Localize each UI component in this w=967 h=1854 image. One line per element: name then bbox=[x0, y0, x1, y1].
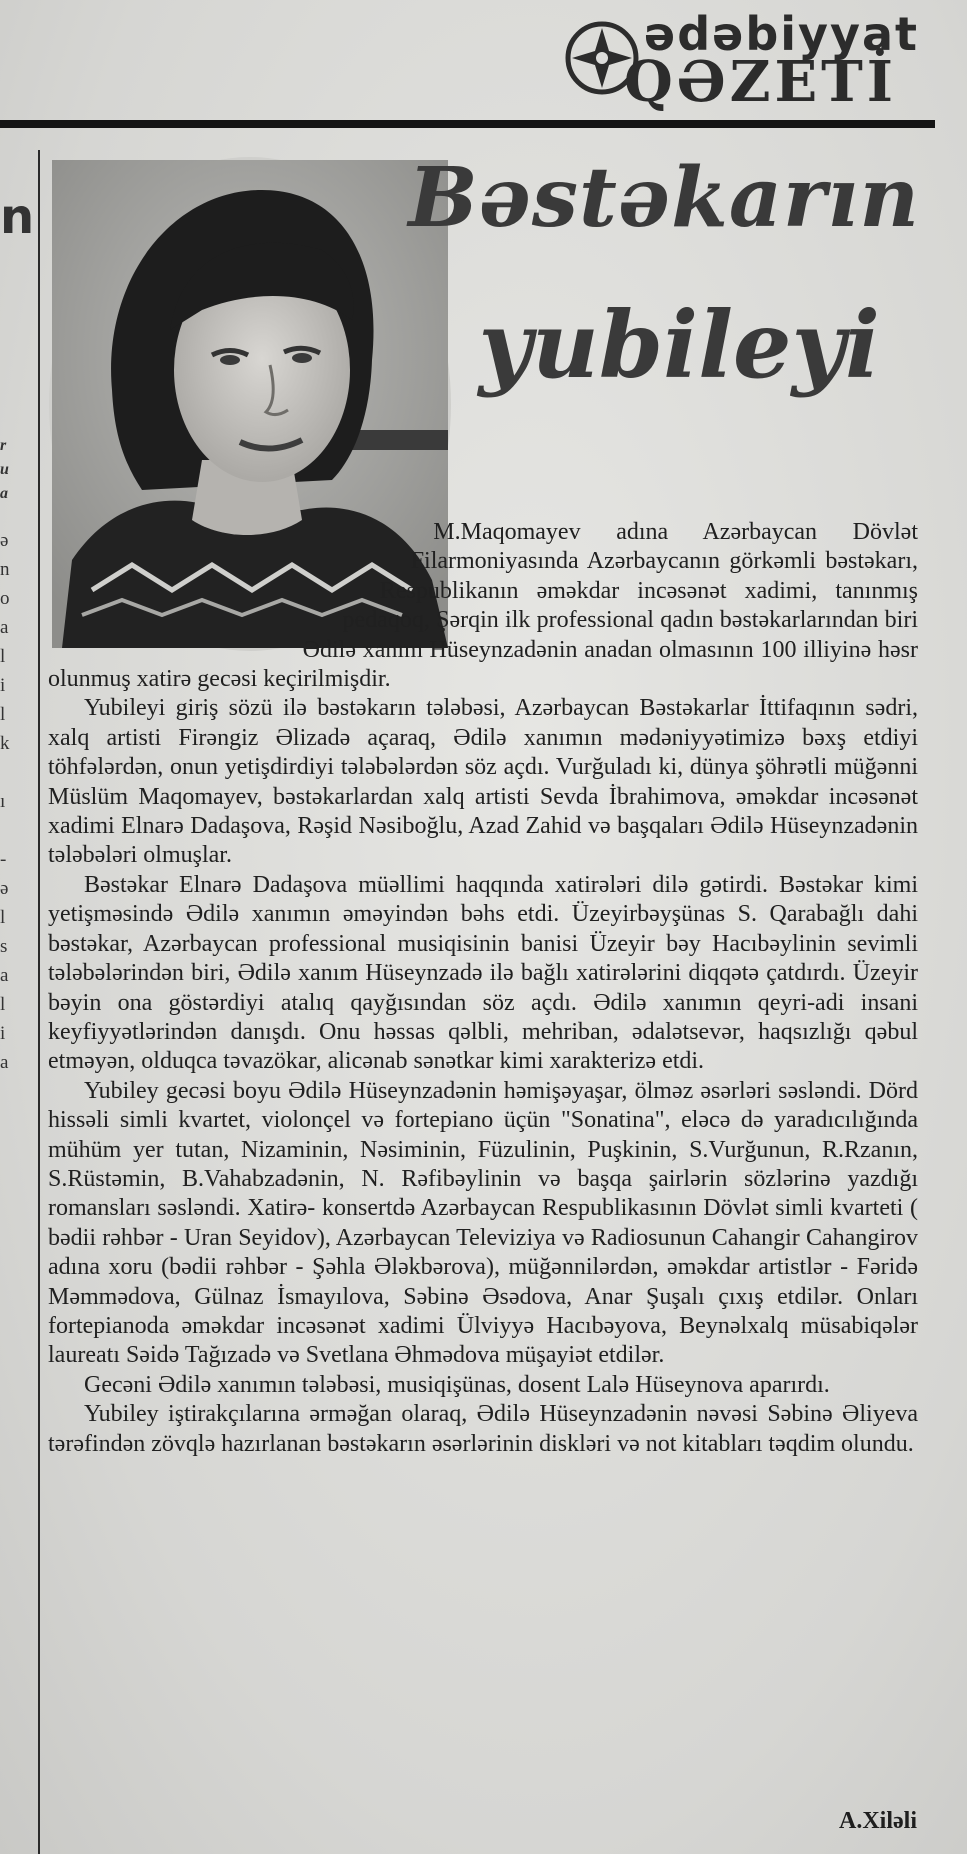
article-paragraph: Yubiley iştirakçılarına ərməğan olaraq, Ədilə Hüseynzadənin nəvəsi Səbinə Əliyeva tərəfindən zövqlə hazırlanan bəstəkarın əsərlərinin diskləri və not kitabları təqdim olundu. bbox=[48, 1401, 918, 1457]
masthead bbox=[562, 7, 920, 115]
article-paragraph: Yubileyi giriş sözü ilə bəstəkarın tələbəsi, Azərbaycan Bəstəkarlar İttifaqının sədri, xalq artisti Firəngiz Əlizadə açaraq, Ədilə xanımın mədəniyyətimizə bəxş etdiyi töhfələrdən, onun yetişdirdiyi tələbələrdən söz açdı. Vurğuladı ki, dünya şöhrətli müğənni Müslüm Maqomayev, bəstəkarlardan xalq artisti Sevda İbrahimova, əməkdar incəsənət xadimi Elnarə Dadaşova, Rəşid Nəsiboğlu, Azad Zahid və başqaları Ədilə Hüseynzadənin tələbələri olmuşlar. bbox=[48, 695, 918, 869]
masthead-word-literature: ədəbiyyat bbox=[644, 7, 920, 61]
fragment-letter bbox=[0, 816, 30, 845]
fragment-letter: k bbox=[0, 733, 10, 754]
fragment-letter: r bbox=[0, 437, 7, 454]
fragment-letter: a bbox=[0, 617, 9, 638]
fragment-letter: l bbox=[0, 994, 6, 1015]
fragment-letter: a bbox=[0, 485, 8, 502]
fragment-letter: u bbox=[0, 461, 9, 478]
adjacent-column-fragment bbox=[0, 150, 35, 1850]
fragment-letter: a bbox=[0, 965, 9, 986]
fragment-big-letter: n bbox=[0, 189, 35, 245]
article-author: A.Xiləli bbox=[839, 1808, 917, 1834]
fragment-letter: ə bbox=[0, 878, 9, 899]
fragment-letter: l bbox=[0, 646, 6, 667]
column-divider bbox=[38, 150, 40, 1854]
article-body bbox=[48, 518, 918, 1459]
article-paragraph: Gecəni Ədilə xanımın tələbəsi, musiqişünas, dosent Lalə Hüseynova aparırdı. bbox=[84, 1371, 830, 1398]
headline-line-1: Bəstəkarın bbox=[408, 150, 920, 246]
fragment-letter: ə bbox=[0, 530, 9, 551]
article-paragraph: M.Maqomayev adına Azərbaycan Dövlət Filarmoniyasında Azərbaycanın görkəmli bəstəkarı, Respublikanın əməkdar incəsənət xadimi, tanınmış pedaqoq, Şərqin ilk professional qadın bəstəkarlarından biri Ədilə xanım Hüseynzadənin anadan olmasının 100 illiyinə həsr olunmuş xatirə gecəsi keçirilmişdir. bbox=[48, 519, 918, 693]
fragment-letter: n bbox=[0, 559, 10, 580]
article-paragraph: Bəstəkar Elnarə Dadaşova müəllimi haqqında xatirələri dilə gətirdi. Bəstəkar kimi yetişməsində Ədilə xanımın əməyindən bəhs etdi. Üzeyirbəyşünas S. Qarabağlı dahi bəstəkar, Azərbaycan professional musiqisinin banisi Üzeyir bəy Hacıbəylinin sevimli tələbələrindən biri, Ədilə xanım Hüseynzadə ilə bağlı xatirələrini diqqətə çatdırdı. Üzeyir bəyin ona göstərdiyi atalıq qayğısından söz açdı. Ədilə xanımın qeyri-adi insani keyfiyyətlərindən danışdı. Onu həssas qəlbli, mehriban, ədalətsevər, haqsızlığı qəbul etməyən, olduqca təvazökar, alicənab sənətkar kimi xarakterizə etdi. bbox=[48, 871, 918, 1075]
fragment-letter: l bbox=[0, 704, 6, 725]
fragment-letter: s bbox=[0, 936, 8, 957]
fragment-letter: i bbox=[0, 1023, 6, 1044]
fragment-letter: l bbox=[0, 907, 6, 928]
fragment-letter: o bbox=[0, 588, 10, 609]
fragment-letter: ı bbox=[0, 791, 6, 812]
fragment-letter bbox=[0, 758, 30, 787]
article-paragraph: Yubiley gecəsi boyu Ədilə Hüseynzadənin həmişəyaşar, ölməz əsərləri səsləndi. Dörd hissəli simli kvartet, violonçel və fortepiano üçün "Sonatina", eləcə də yaradıcılığında mühüm yer tutan, Nizaminin, Nəsiminin, Füzulinin, Puşkinin, S.Vurğunun, R.Rzanın, S.Rüstəmin, B.Vahabzadənin, N. Rəfibəylinin və başqa şairlərin sözlərinə yazdığı romansları səsləndi. Xatirə- konsertdə Azərbaycan Respublikasının Dövlət simli kvarteti ( bədii rəhbər - Uran Seyidov), Azərbaycan Televiziya və Radiosunun Cahangir Cahangirov adına xoru (bədii rəhbər - Şəhla Ələkbərova), müğənnilərdən, əməkdar artistlər - Fəridə Məmmədova, Gülnaz İsmayılova, Səbinə Əsədova, Anar Şuşalı çıxış etdilər. Onları fortepianoda əməkdar incəsənət xadimi Ülviyyə Hacıbəyova, Beynəlxalq müsabiqələr laureatı Səidə Tağızadə və Svetlana Əhmədova müşayiət etdilər. bbox=[48, 1077, 918, 1369]
fragment-letter: a bbox=[0, 1052, 9, 1073]
header-rule bbox=[0, 120, 935, 128]
article-headline bbox=[408, 140, 940, 440]
fragment-letter: - bbox=[0, 849, 7, 870]
headline-line-2: yubileyi bbox=[478, 291, 880, 399]
masthead-word-newspaper: QƏZETİ bbox=[624, 49, 897, 115]
fragment-letter: i bbox=[0, 675, 6, 696]
